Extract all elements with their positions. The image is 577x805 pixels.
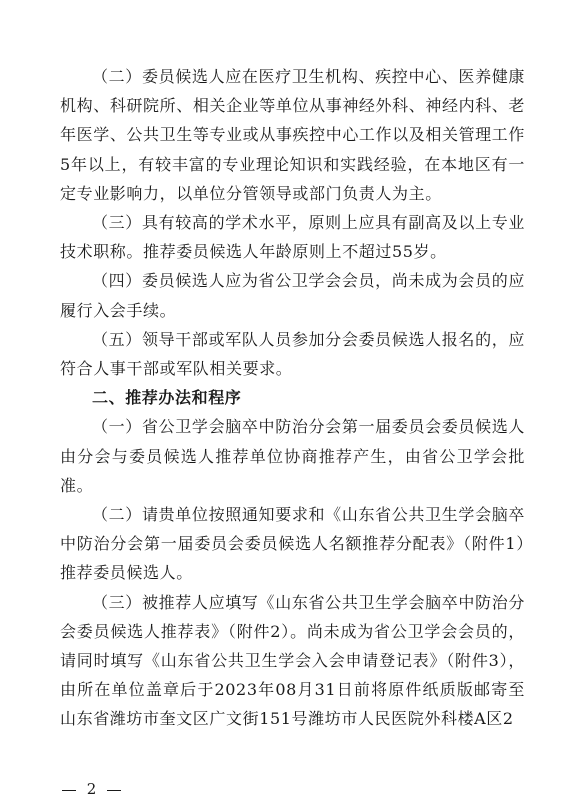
footer-dash-left bbox=[62, 790, 76, 791]
paragraph-procedure-2: （二）请贵单位按照通知要求和《山东省公共卫生学会脑卒中防治分会第一届委员会委员候选人名额推荐分配表》（附件1）推荐委员候选人。 bbox=[60, 505, 525, 583]
document-body bbox=[60, 62, 525, 734]
paragraph-qualification-4: （四）委员候选人应为省公卫学会会员，尚未成为会员的应履行入会手续。 bbox=[60, 271, 525, 320]
section-heading: 二、推荐办法和程序 bbox=[92, 388, 242, 408]
paragraph-procedure-3: （三）被推荐人应填写《山东省公共卫生学会脑卒中防治分会委员候选人推荐表》（附件2）。尚未成为省公卫学会会员的，请同时填写《山东省公共卫生学会入会申请登记表》（附件3），由所在单位盖章后于2023年08月31日前将原件纸质版邮寄至山东省潍坊市奎文区广文街151号潍坊市人民医院外科楼A区2 bbox=[60, 592, 525, 729]
paragraph-qualification-3: （三）具有较高的学术水平，原则上应具有副高及以上专业技术职称。推荐委员候选人年龄原则上不超过55岁。 bbox=[60, 213, 525, 262]
paragraph-qualification-5: （五）领导干部或军队人员参加分会委员候选人报名的，应符合人事干部或军队相关要求。 bbox=[60, 329, 525, 379]
page-footer bbox=[62, 780, 121, 798]
page-number: 2 bbox=[86, 780, 97, 798]
footer-dash-right bbox=[107, 790, 121, 791]
paragraph-qualification-2: （二）委员候选人应在医疗卫生机构、疾控中心、医养健康机构、科研院所、相关企业等单位从事神经外科、神经内科、老年医学、公共卫生等专业或从事疾控中心工作以及相关管理工作5年以上，有较丰富的专业理论知识和实践经验，在本地区有一定专业影响力，以单位分管领导或部门负责人为主。 bbox=[60, 67, 525, 203]
paragraph-procedure-1: （一）省公卫学会脑卒中防治分会第一届委员会委员候选人由分会与委员候选人推荐单位协商推荐产生，由省公卫学会批准。 bbox=[60, 417, 525, 495]
